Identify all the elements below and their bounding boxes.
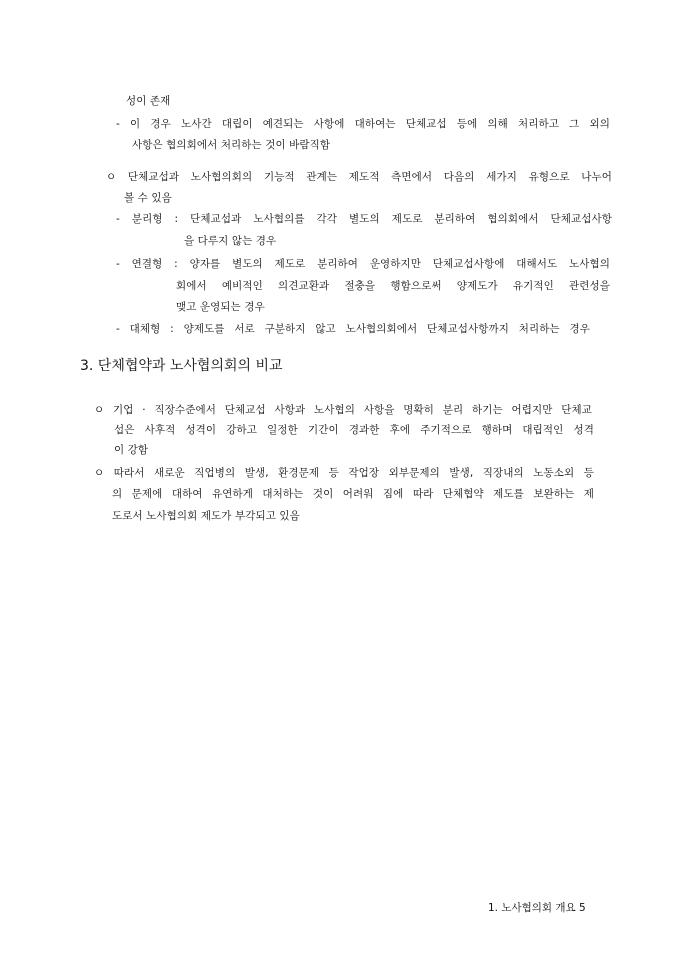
text-line: 섭은 사후적 성격이 강하고 일정한 기간이 경과한 후에 주기적으로 행하며 대립적인 성격 bbox=[114, 424, 594, 436]
text-line: 성이 존재 bbox=[126, 95, 171, 107]
bullet-item: ㅇ 단체교섭과 노사협의회의 기능적 관계는 제도적 측면에서 다음의 세가지 유형으로 나누어 bbox=[106, 171, 612, 183]
text-line: 사항은 협의회에서 처리하는 것이 바람직함 bbox=[132, 139, 331, 151]
text-line: 이 강함 bbox=[114, 444, 149, 456]
dash-item-separation: - 분리형 : 단체교섭과 노사협의를 각각 별도의 제도로 분리하여 협의회에서 단체교섭사항 bbox=[116, 213, 612, 225]
text-line: 을 다루지 않는 경우 bbox=[184, 235, 277, 247]
text-line: 볼 수 있음 bbox=[124, 192, 172, 204]
text-line: 의 문제에 대하여 유연하게 대처하는 것이 어려워 짐에 따라 단체협약 제도를 보완하는 제 bbox=[112, 488, 594, 500]
text-line: 도로서 노사협의회 제도가 부각되고 있음 bbox=[112, 510, 300, 522]
text-line: 회에서 예비적인 의견교환과 절충을 행함으로써 양제도가 유기적인 관련성을 bbox=[176, 280, 610, 292]
page-footer: 1. 노사협의회 개요 5 bbox=[488, 902, 586, 914]
bullet-item: ㅇ 따라서 새로운 직업병의 발생, 환경문제 등 작업장 외부문제의 발생, 직장내의 노동소외 등 bbox=[94, 467, 594, 479]
bullet-item: ㅇ 기업 · 직장수준에서 단체교섭 사항과 노사협의 사항을 명확히 분리 하기는 어렵지만 단체교 bbox=[94, 404, 592, 416]
dash-item-substitution: - 대체형 : 양제도를 서로 구분하지 않고 노사협의회에서 단체교섭사항까지 처리하는 경우 bbox=[116, 323, 590, 335]
text-line: 맺고 운영되는 경우 bbox=[176, 301, 265, 313]
dash-item: - 이 경우 노사간 대립이 예견되는 사항에 대하여는 단체교섭 등에 의해 처리하고 그 외의 bbox=[116, 118, 610, 130]
dash-item-connection: - 연결형 : 양자를 별도의 제도로 분리하여 운영하지만 단체교섭사항에 대해서도 노사협의 bbox=[116, 258, 610, 270]
section-heading: 3. 단체협약과 노사협의회의 비교 bbox=[80, 358, 283, 374]
